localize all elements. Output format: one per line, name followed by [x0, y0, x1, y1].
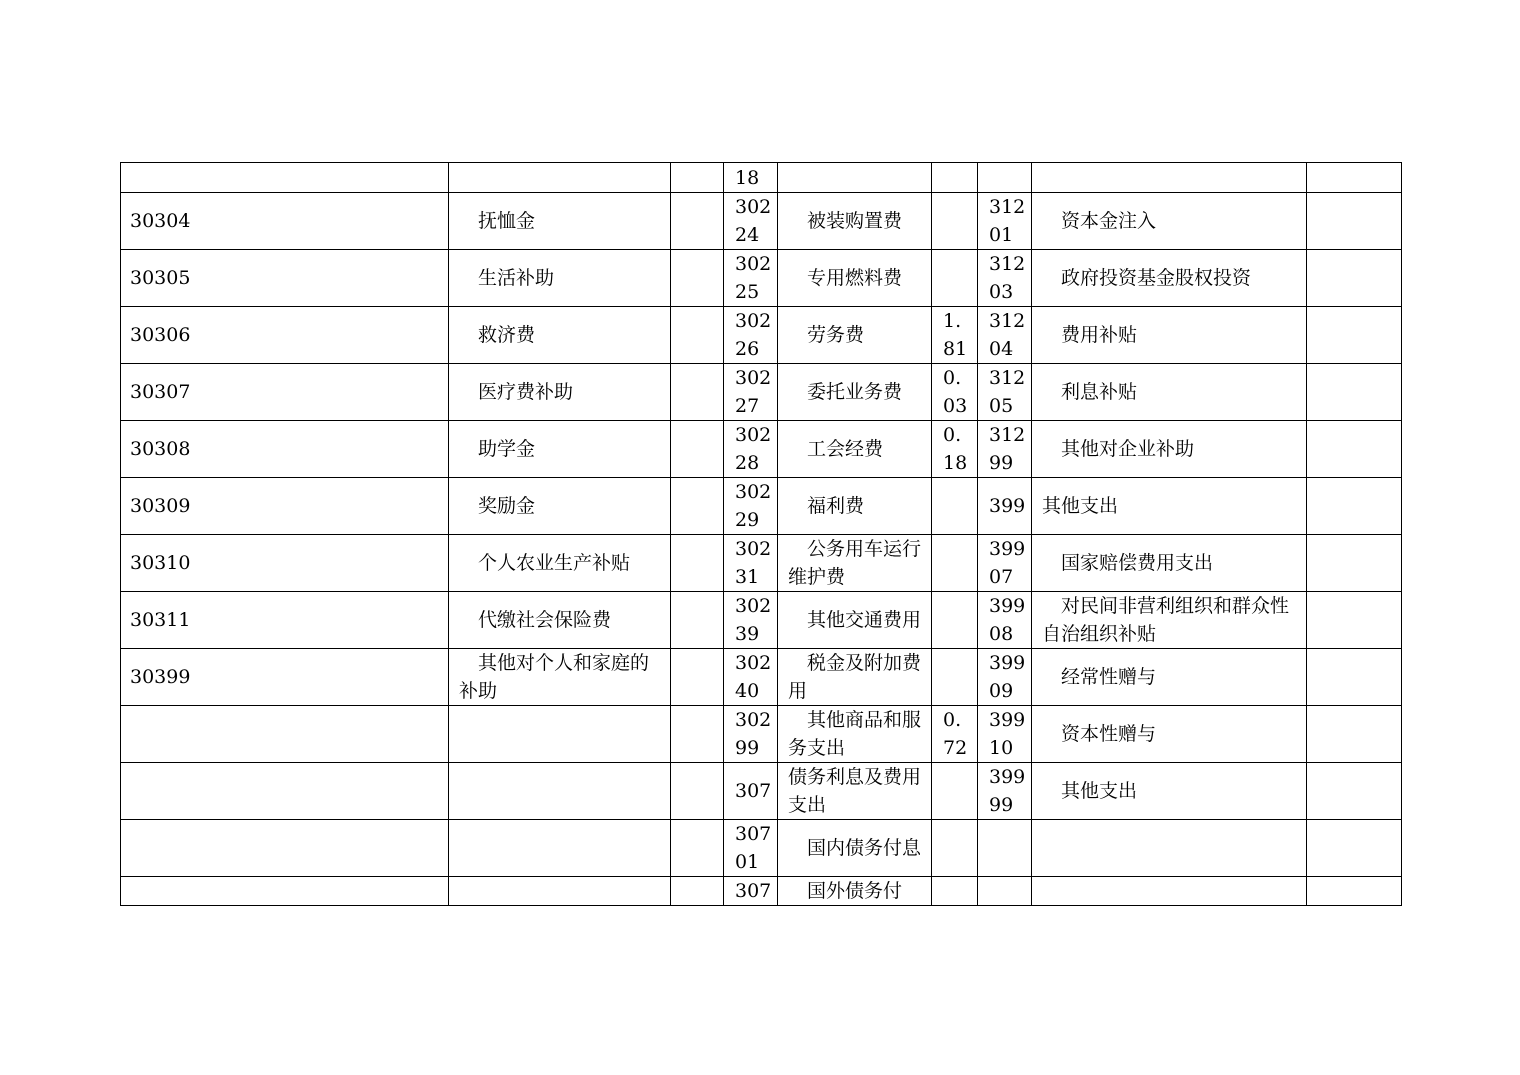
amount-cell — [932, 763, 978, 820]
amount-cell — [671, 250, 724, 307]
amount-cell — [671, 193, 724, 250]
code-cell — [121, 763, 449, 820]
amount-cell — [1307, 763, 1402, 820]
table-row — [121, 193, 1402, 250]
amount-cell — [932, 193, 978, 250]
name-cell: 救济费 — [449, 307, 671, 364]
name-cell: 医疗费补助 — [449, 364, 671, 421]
table-row — [121, 163, 1402, 193]
code-cell: 399 — [978, 478, 1032, 535]
code-cell: 30309 — [121, 478, 449, 535]
code-cell — [121, 163, 449, 193]
amount-cell — [671, 592, 724, 649]
table-row — [121, 706, 1402, 763]
amount-cell — [1307, 163, 1402, 193]
code-cell — [978, 163, 1032, 193]
name-cell: 专用燃料费 — [778, 250, 932, 307]
name-cell: 税金及附加费用 — [778, 649, 932, 706]
name-cell: 生活补助 — [449, 250, 671, 307]
name-cell: 代缴社会保险费 — [449, 592, 671, 649]
code-cell: 307 — [724, 877, 778, 906]
name-cell: 其他交通费用 — [778, 592, 932, 649]
name-cell — [449, 163, 671, 193]
code-cell: 30227 — [724, 364, 778, 421]
code-cell — [978, 877, 1032, 906]
code-cell: 307 — [724, 763, 778, 820]
name-cell: 债务利息及费用支出 — [778, 763, 932, 820]
name-cell — [449, 763, 671, 820]
table-row — [121, 649, 1402, 706]
name-cell: 奖励金 — [449, 478, 671, 535]
table-row — [121, 763, 1402, 820]
code-cell: 30305 — [121, 250, 449, 307]
amount-cell — [932, 535, 978, 592]
name-cell — [1032, 877, 1307, 906]
amount-cell — [1307, 421, 1402, 478]
code-cell: 39907 — [978, 535, 1032, 592]
amount-cell — [671, 478, 724, 535]
name-cell — [449, 877, 671, 906]
name-cell: 被装购置费 — [778, 193, 932, 250]
amount-cell — [1307, 649, 1402, 706]
amount-cell — [671, 706, 724, 763]
name-cell: 其他对个人和家庭的补助 — [449, 649, 671, 706]
name-cell: 经常性赠与 — [1032, 649, 1307, 706]
code-cell: 30229 — [724, 478, 778, 535]
code-cell: 39910 — [978, 706, 1032, 763]
amount-cell — [932, 163, 978, 193]
code-cell: 30228 — [724, 421, 778, 478]
budget-table — [120, 162, 1402, 906]
table-body — [121, 163, 1402, 906]
code-cell: 30304 — [121, 193, 449, 250]
amount-cell — [671, 535, 724, 592]
code-cell: 30299 — [724, 706, 778, 763]
name-cell — [1032, 820, 1307, 877]
name-cell: 助学金 — [449, 421, 671, 478]
name-cell: 资本金注入 — [1032, 193, 1307, 250]
amount-cell — [671, 307, 724, 364]
amount-cell — [1307, 706, 1402, 763]
amount-cell — [1307, 592, 1402, 649]
name-cell: 对民间非营利组织和群众性自治组织补贴 — [1032, 592, 1307, 649]
code-cell: 30310 — [121, 535, 449, 592]
table-row — [121, 535, 1402, 592]
code-cell: 30311 — [121, 592, 449, 649]
amount-cell — [1307, 307, 1402, 364]
code-cell: 31205 — [978, 364, 1032, 421]
name-cell: 国家赔偿费用支出 — [1032, 535, 1307, 592]
amount-cell: 1.81 — [932, 307, 978, 364]
name-cell: 个人农业生产补贴 — [449, 535, 671, 592]
name-cell — [449, 820, 671, 877]
name-cell — [449, 706, 671, 763]
code-cell — [121, 706, 449, 763]
amount-cell — [1307, 364, 1402, 421]
amount-cell — [671, 820, 724, 877]
table-row — [121, 421, 1402, 478]
name-cell: 工会经费 — [778, 421, 932, 478]
amount-cell — [671, 649, 724, 706]
code-cell: 31204 — [978, 307, 1032, 364]
code-cell: 31201 — [978, 193, 1032, 250]
code-cell: 30701 — [724, 820, 778, 877]
amount-cell — [932, 592, 978, 649]
name-cell: 利息补贴 — [1032, 364, 1307, 421]
name-cell: 其他商品和服务支出 — [778, 706, 932, 763]
code-cell — [978, 820, 1032, 877]
code-cell: 30226 — [724, 307, 778, 364]
code-cell: 30231 — [724, 535, 778, 592]
code-cell: 18 — [724, 163, 778, 193]
table-row — [121, 877, 1402, 906]
amount-cell — [671, 163, 724, 193]
amount-cell — [932, 649, 978, 706]
table-row — [121, 364, 1402, 421]
code-cell: 30225 — [724, 250, 778, 307]
code-cell: 30307 — [121, 364, 449, 421]
amount-cell — [671, 763, 724, 820]
table-row — [121, 592, 1402, 649]
name-cell: 其他支出 — [1032, 478, 1307, 535]
code-cell: 30306 — [121, 307, 449, 364]
amount-cell — [932, 877, 978, 906]
code-cell: 30240 — [724, 649, 778, 706]
code-cell: 39999 — [978, 763, 1032, 820]
name-cell: 劳务费 — [778, 307, 932, 364]
name-cell — [778, 163, 932, 193]
code-cell: 30308 — [121, 421, 449, 478]
table-row — [121, 250, 1402, 307]
amount-cell — [1307, 535, 1402, 592]
code-cell: 30239 — [724, 592, 778, 649]
name-cell: 抚恤金 — [449, 193, 671, 250]
name-cell: 福利费 — [778, 478, 932, 535]
amount-cell — [1307, 250, 1402, 307]
amount-cell: 0.72 — [932, 706, 978, 763]
amount-cell — [932, 478, 978, 535]
amount-cell — [671, 364, 724, 421]
amount-cell — [671, 877, 724, 906]
table-row — [121, 307, 1402, 364]
amount-cell — [932, 820, 978, 877]
code-cell — [121, 877, 449, 906]
name-cell: 公务用车运行维护费 — [778, 535, 932, 592]
code-cell — [121, 820, 449, 877]
amount-cell — [1307, 193, 1402, 250]
code-cell: 31299 — [978, 421, 1032, 478]
name-cell: 国外债务付 — [778, 877, 932, 906]
code-cell: 30399 — [121, 649, 449, 706]
code-cell: 39909 — [978, 649, 1032, 706]
amount-cell — [1307, 877, 1402, 906]
name-cell: 委托业务费 — [778, 364, 932, 421]
name-cell — [1032, 163, 1307, 193]
name-cell: 其他对企业补助 — [1032, 421, 1307, 478]
amount-cell — [932, 250, 978, 307]
table-row — [121, 820, 1402, 877]
amount-cell — [671, 421, 724, 478]
code-cell: 39908 — [978, 592, 1032, 649]
name-cell: 国内债务付息 — [778, 820, 932, 877]
amount-cell: 0.18 — [932, 421, 978, 478]
name-cell: 费用补贴 — [1032, 307, 1307, 364]
amount-cell — [1307, 478, 1402, 535]
amount-cell — [1307, 820, 1402, 877]
name-cell: 政府投资基金股权投资 — [1032, 250, 1307, 307]
table-row — [121, 478, 1402, 535]
name-cell: 资本性赠与 — [1032, 706, 1307, 763]
code-cell: 31203 — [978, 250, 1032, 307]
name-cell: 其他支出 — [1032, 763, 1307, 820]
amount-cell: 0.03 — [932, 364, 978, 421]
code-cell: 30224 — [724, 193, 778, 250]
